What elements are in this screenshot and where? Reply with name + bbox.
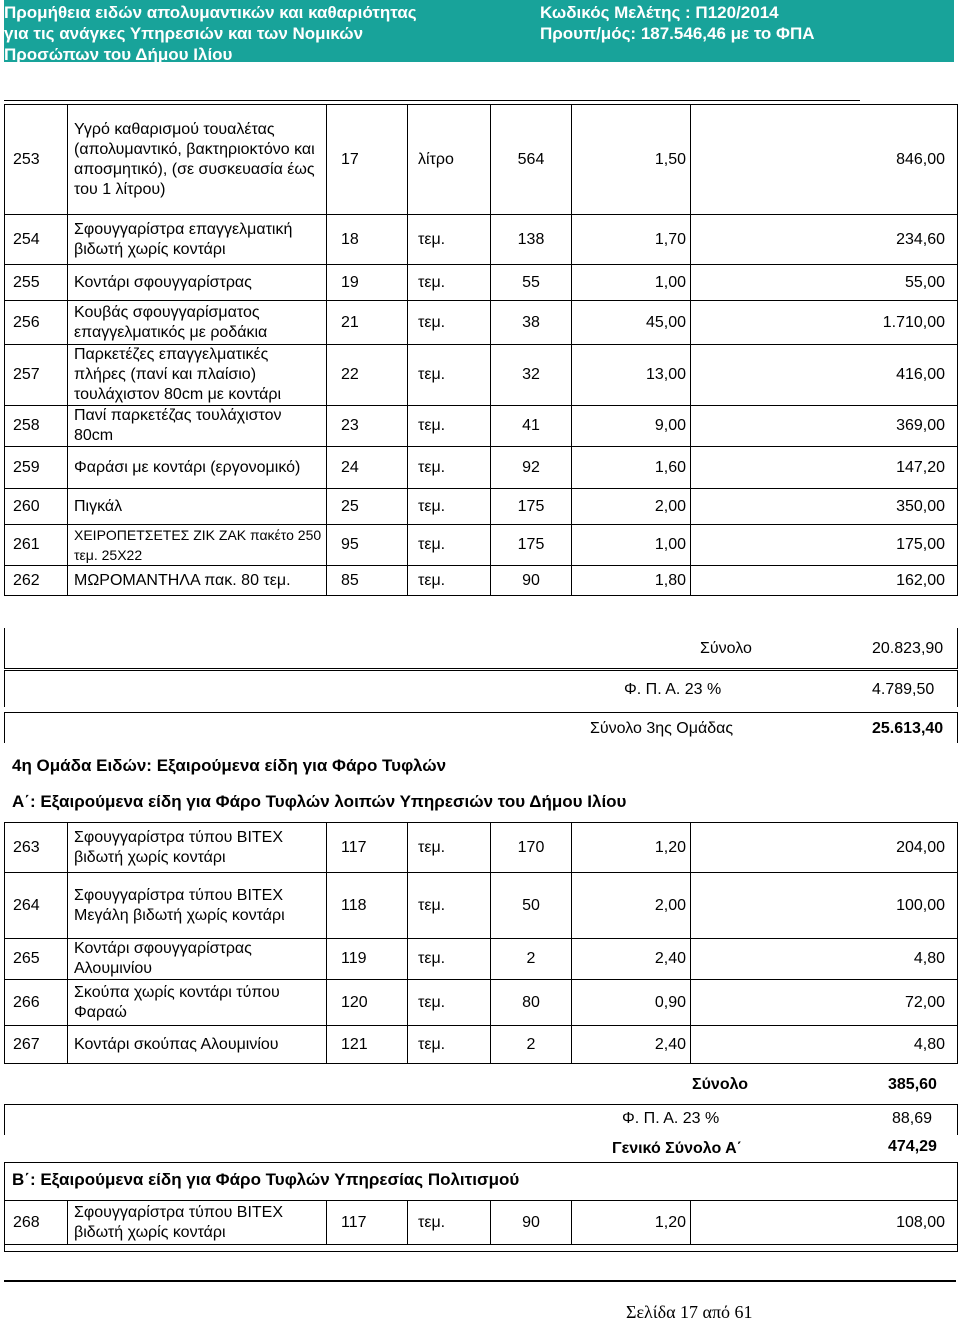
item-total: 147,20 — [691, 447, 958, 489]
item-quantity: 564 — [491, 105, 572, 215]
item-total: 4,80 — [691, 1026, 958, 1064]
table-row — [5, 265, 958, 301]
item-unit: τεμ. — [408, 406, 491, 447]
item-total: 846,00 — [691, 105, 958, 215]
item-quantity: 80 — [491, 980, 572, 1026]
item-total: 100,00 — [691, 873, 958, 939]
item-total: 162,00 — [691, 566, 958, 596]
item-total: 4,80 — [691, 939, 958, 980]
item-description: Σφουγγαρίστρα τύπου ΒΙΤΕΧ Μεγάλη βιδωτή χωρίς κοντάρι — [68, 873, 327, 939]
item-unit: τεμ. — [408, 265, 491, 301]
table-row — [5, 406, 958, 447]
item-quantity: 32 — [491, 345, 572, 406]
budget-line: Προυπ/μός: 187.546,46 με το ΦΠΑ — [540, 24, 815, 43]
item-description: Πανί παρκετέζας τουλάχιστον 80cm — [68, 406, 327, 447]
item-number: 258 — [5, 406, 68, 447]
item-unit-price: 2,00 — [572, 873, 691, 939]
item-unit: τεμ. — [408, 489, 491, 525]
item-unit: τεμ. — [408, 566, 491, 596]
item-number: 263 — [5, 823, 68, 873]
item-description: ΜΩΡΟΜΑΝΤΗΛΑ πακ. 80 τεμ. — [68, 566, 327, 596]
item-number: 257 — [5, 345, 68, 406]
item-index: 18 — [327, 215, 408, 265]
item-unit-price: 2,40 — [572, 1026, 691, 1064]
item-index: 117 — [327, 1201, 408, 1245]
item-index: 25 — [327, 489, 408, 525]
header-right — [540, 2, 815, 44]
item-unit-price: 1,20 — [572, 1201, 691, 1245]
sectionA-grand-label: Γενικό Σύνολο Α΄ — [612, 1140, 742, 1157]
item-index: 95 — [327, 525, 408, 566]
item-quantity: 50 — [491, 873, 572, 939]
item-unit-price: 1,20 — [572, 823, 691, 873]
item-unit: τεμ. — [408, 823, 491, 873]
item-unit-price: 0,90 — [572, 980, 691, 1026]
item-unit: λίτρο — [408, 105, 491, 215]
item-index: 17 — [327, 105, 408, 215]
item-number: 265 — [5, 939, 68, 980]
table-row — [5, 566, 958, 596]
group4-title: 4η Ομάδα Ειδών: Εξαιρούμενα είδη για Φάρο Τυφλών — [12, 756, 447, 775]
item-unit-price: 1,00 — [572, 265, 691, 301]
sectionA-vat-box — [4, 1104, 958, 1135]
item-total: 72,00 — [691, 980, 958, 1026]
item-unit-price: 2,40 — [572, 939, 691, 980]
item-quantity: 175 — [491, 489, 572, 525]
item-index: 21 — [327, 301, 408, 345]
item-description: Πιγκάλ — [68, 489, 327, 525]
sectionA-sum-value: 385,60 — [888, 1076, 937, 1093]
item-quantity: 92 — [491, 447, 572, 489]
item-unit: τεμ. — [408, 1201, 491, 1245]
item-description: Παρκετέζες επαγγελματικές πλήρες (πανί και πλαίσιο) τουλάχιστον 80cm με κοντάρι — [68, 345, 327, 406]
item-number: 266 — [5, 980, 68, 1026]
table-row — [5, 823, 958, 873]
item-quantity: 90 — [491, 1201, 572, 1245]
sectionA-sum-label: Σύνολο — [692, 1076, 749, 1093]
item-number: 256 — [5, 301, 68, 345]
table-row — [5, 489, 958, 525]
item-unit: τεμ. — [408, 980, 491, 1026]
item-unit: τεμ. — [408, 215, 491, 265]
group3-vat-label: Φ. Π. Α. 23 % — [624, 681, 722, 698]
item-number: 254 — [5, 215, 68, 265]
item-index: 119 — [327, 939, 408, 980]
table-row — [5, 980, 958, 1026]
sum-box — [4, 628, 958, 669]
item-description: Κοντάρι σφουγγαρίστρας — [68, 265, 327, 301]
item-total: 55,00 — [691, 265, 958, 301]
sectionA-grand-value: 474,29 — [888, 1138, 937, 1155]
table-row — [5, 525, 958, 566]
table-row — [5, 301, 958, 345]
item-index: 23 — [327, 406, 408, 447]
item-unit: τεμ. — [408, 345, 491, 406]
item-unit-price: 1,00 — [572, 525, 691, 566]
item-index: 24 — [327, 447, 408, 489]
item-quantity: 41 — [491, 406, 572, 447]
sectionA-title: Α΄: Εξαιρούμενα είδη για Φάρο Τυφλών λοιπών Υπηρεσιών του Δήμου Ιλίου — [12, 792, 627, 811]
sectionB-title: Β΄: Εξαιρούμενα είδη για Φάρο Τυφλών Υπηρεσίας Πολιτισμού — [12, 1170, 520, 1189]
group3-vat-value: 4.789,50 — [872, 681, 935, 698]
item-index: 22 — [327, 345, 408, 406]
table-row — [5, 105, 958, 215]
header-divider — [4, 100, 860, 101]
item-quantity: 90 — [491, 566, 572, 596]
item-index: 120 — [327, 980, 408, 1026]
item-unit: τεμ. — [408, 301, 491, 345]
item-total: 234,60 — [691, 215, 958, 265]
item-unit-price: 9,00 — [572, 406, 691, 447]
item-description: Κουβάς σφουγγαρίσματος επαγγελματικός με ροδάκια — [68, 301, 327, 345]
sectionB-table — [4, 1200, 958, 1245]
sectionA-table — [4, 822, 958, 1064]
item-total: 204,00 — [691, 823, 958, 873]
table-row — [5, 939, 958, 980]
item-description: Κοντάρι σκούπας Αλουμινίου — [68, 1026, 327, 1064]
item-number: 262 — [5, 566, 68, 596]
group3-total-value: 25.613,40 — [872, 720, 944, 737]
item-unit-price: 2,00 — [572, 489, 691, 525]
item-description: Σκούπα χωρίς κοντάρι τύπου Φαραώ — [68, 980, 327, 1026]
item-quantity: 2 — [491, 939, 572, 980]
item-unit-price: 1,80 — [572, 566, 691, 596]
item-total: 175,00 — [691, 525, 958, 566]
group3-total-label: Σύνολο 3ης Ομάδας — [590, 720, 734, 737]
item-description: Σφουγγαρίστρα επαγγελματική βιδωτή χωρίς κοντάρι — [68, 215, 327, 265]
footer-divider — [4, 1280, 956, 1282]
item-index: 85 — [327, 566, 408, 596]
group3-sum-label: Σύνολο — [700, 640, 752, 657]
item-total: 350,00 — [691, 489, 958, 525]
item-unit-price: 45,00 — [572, 301, 691, 345]
table-row — [5, 215, 958, 265]
item-quantity: 175 — [491, 525, 572, 566]
item-number: 261 — [5, 525, 68, 566]
header-title-line3: Προσώπων του Δήμου Ιλίου — [4, 45, 233, 64]
item-number: 259 — [5, 447, 68, 489]
item-unit: τεμ. — [408, 873, 491, 939]
item-number: 255 — [5, 265, 68, 301]
table-row — [5, 447, 958, 489]
item-total: 1.710,00 — [691, 301, 958, 345]
item-quantity: 2 — [491, 1026, 572, 1064]
table-row — [5, 1026, 958, 1064]
item-unit-price: 1,70 — [572, 215, 691, 265]
item-description: ΧΕΙΡΟΠΕΤΣΕΤΕΣ ΖΙΚ ΖΑΚ πακέτο 250 τεμ. 25Χ22 — [68, 525, 327, 566]
item-total: 369,00 — [691, 406, 958, 447]
table-row — [5, 1201, 958, 1245]
group3-table — [4, 104, 958, 596]
item-number: 260 — [5, 489, 68, 525]
item-description: Κοντάρι σφουγγαρίστρας Αλουμινίου — [68, 939, 327, 980]
item-quantity: 170 — [491, 823, 572, 873]
item-number: 267 — [5, 1026, 68, 1064]
item-index: 117 — [327, 823, 408, 873]
item-quantity: 38 — [491, 301, 572, 345]
item-unit: τεμ. — [408, 1026, 491, 1064]
item-description: Φαράσι με κοντάρι (εργονομικό) — [68, 447, 327, 489]
page-number: Σελίδα 17 από 61 — [626, 1302, 753, 1322]
item-number: 253 — [5, 105, 68, 215]
sectionA-vat-label: Φ. Π. Α. 23 % — [622, 1110, 720, 1127]
item-index: 121 — [327, 1026, 408, 1064]
item-unit: τεμ. — [408, 525, 491, 566]
group3-sum-value: 20.823,90 — [872, 640, 944, 657]
document-header — [4, 0, 954, 62]
item-quantity: 55 — [491, 265, 572, 301]
item-quantity: 138 — [491, 215, 572, 265]
table-row — [5, 873, 958, 939]
item-number: 264 — [5, 873, 68, 939]
item-index: 19 — [327, 265, 408, 301]
item-unit: τεμ. — [408, 939, 491, 980]
item-unit-price: 1,50 — [572, 105, 691, 215]
item-description: Σφουγγαρίστρα τύπου ΒΙΤΕΧ βιδωτή χωρίς κοντάρι — [68, 823, 327, 873]
header-left — [4, 2, 417, 65]
item-unit-price: 1,60 — [572, 447, 691, 489]
header-title-line1: Προμήθεια ειδών απολυμαντικών και καθαριότητας — [4, 3, 417, 22]
item-unit-price: 13,00 — [572, 345, 691, 406]
study-code: Κωδικός Μελέτης : Π120/2014 — [540, 3, 779, 22]
item-number: 268 — [5, 1201, 68, 1245]
item-description: Υγρό καθαρισμού τουαλέτας (απολυμαντικό, βακτηριοκτόνο και αποσμητικό), (σε συσκευασία έως του 1 λίτρου) — [68, 105, 327, 215]
group-total-box — [4, 712, 958, 743]
header-title-line2: για τις ανάγκες Υπηρεσιών και των Νομικών — [4, 24, 364, 43]
item-index: 118 — [327, 873, 408, 939]
vat-box — [4, 670, 958, 707]
item-total: 108,00 — [691, 1201, 958, 1245]
sectionA-vat-value: 88,69 — [892, 1110, 933, 1127]
table-row — [5, 345, 958, 406]
item-unit: τεμ. — [408, 447, 491, 489]
item-total: 416,00 — [691, 345, 958, 406]
item-description: Σφουγγαρίστρα τύπου ΒΙΤΕΧ βιδωτή χωρίς κοντάρι — [68, 1201, 327, 1245]
